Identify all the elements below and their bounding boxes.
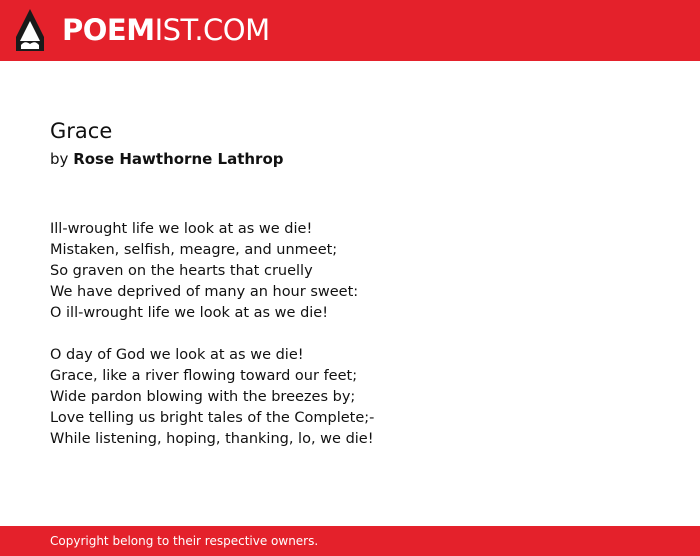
poem-line: O ill-wrought life we look at as we die!	[50, 305, 329, 321]
poem-line: Wide pardon blowing with the breezes by;	[50, 389, 356, 405]
poem-line: O day of God we look at as we die!	[50, 347, 304, 363]
site-footer	[0, 526, 700, 556]
copyright-notice: Copyright belong to their respective owners.	[50, 534, 319, 548]
poem-byline	[50, 149, 284, 169]
poem-title: Grace	[50, 119, 113, 143]
poem-line: While listening, hoping, thanking, lo, we die!	[50, 431, 374, 447]
logo-strong-part: POEM	[62, 13, 155, 47]
pencil-logo-icon[interactable]	[16, 9, 44, 51]
by-label: by	[50, 150, 69, 168]
poem-line: Ill-wrought life we look at as we die!	[50, 221, 313, 237]
poem-line: Love telling us bright tales of the Complete;-	[50, 410, 375, 426]
poem-body	[50, 219, 374, 471]
poem-line: So graven on the hearts that cruelly	[50, 263, 313, 279]
stanza-1	[50, 219, 374, 324]
poem-author: Rose Hawthorne Lathrop	[73, 150, 284, 168]
site-header	[0, 0, 700, 61]
poem-line: We have deprived of many an hour sweet:	[50, 284, 359, 300]
poem-line: Grace, like a river flowing toward our feet;	[50, 368, 358, 384]
site-logo-text[interactable]	[62, 13, 270, 47]
poem-line: Mistaken, selfish, meagre, and unmeet;	[50, 242, 338, 258]
logo-light-part: IST.COM	[154, 13, 270, 47]
stanza-2	[50, 345, 374, 450]
